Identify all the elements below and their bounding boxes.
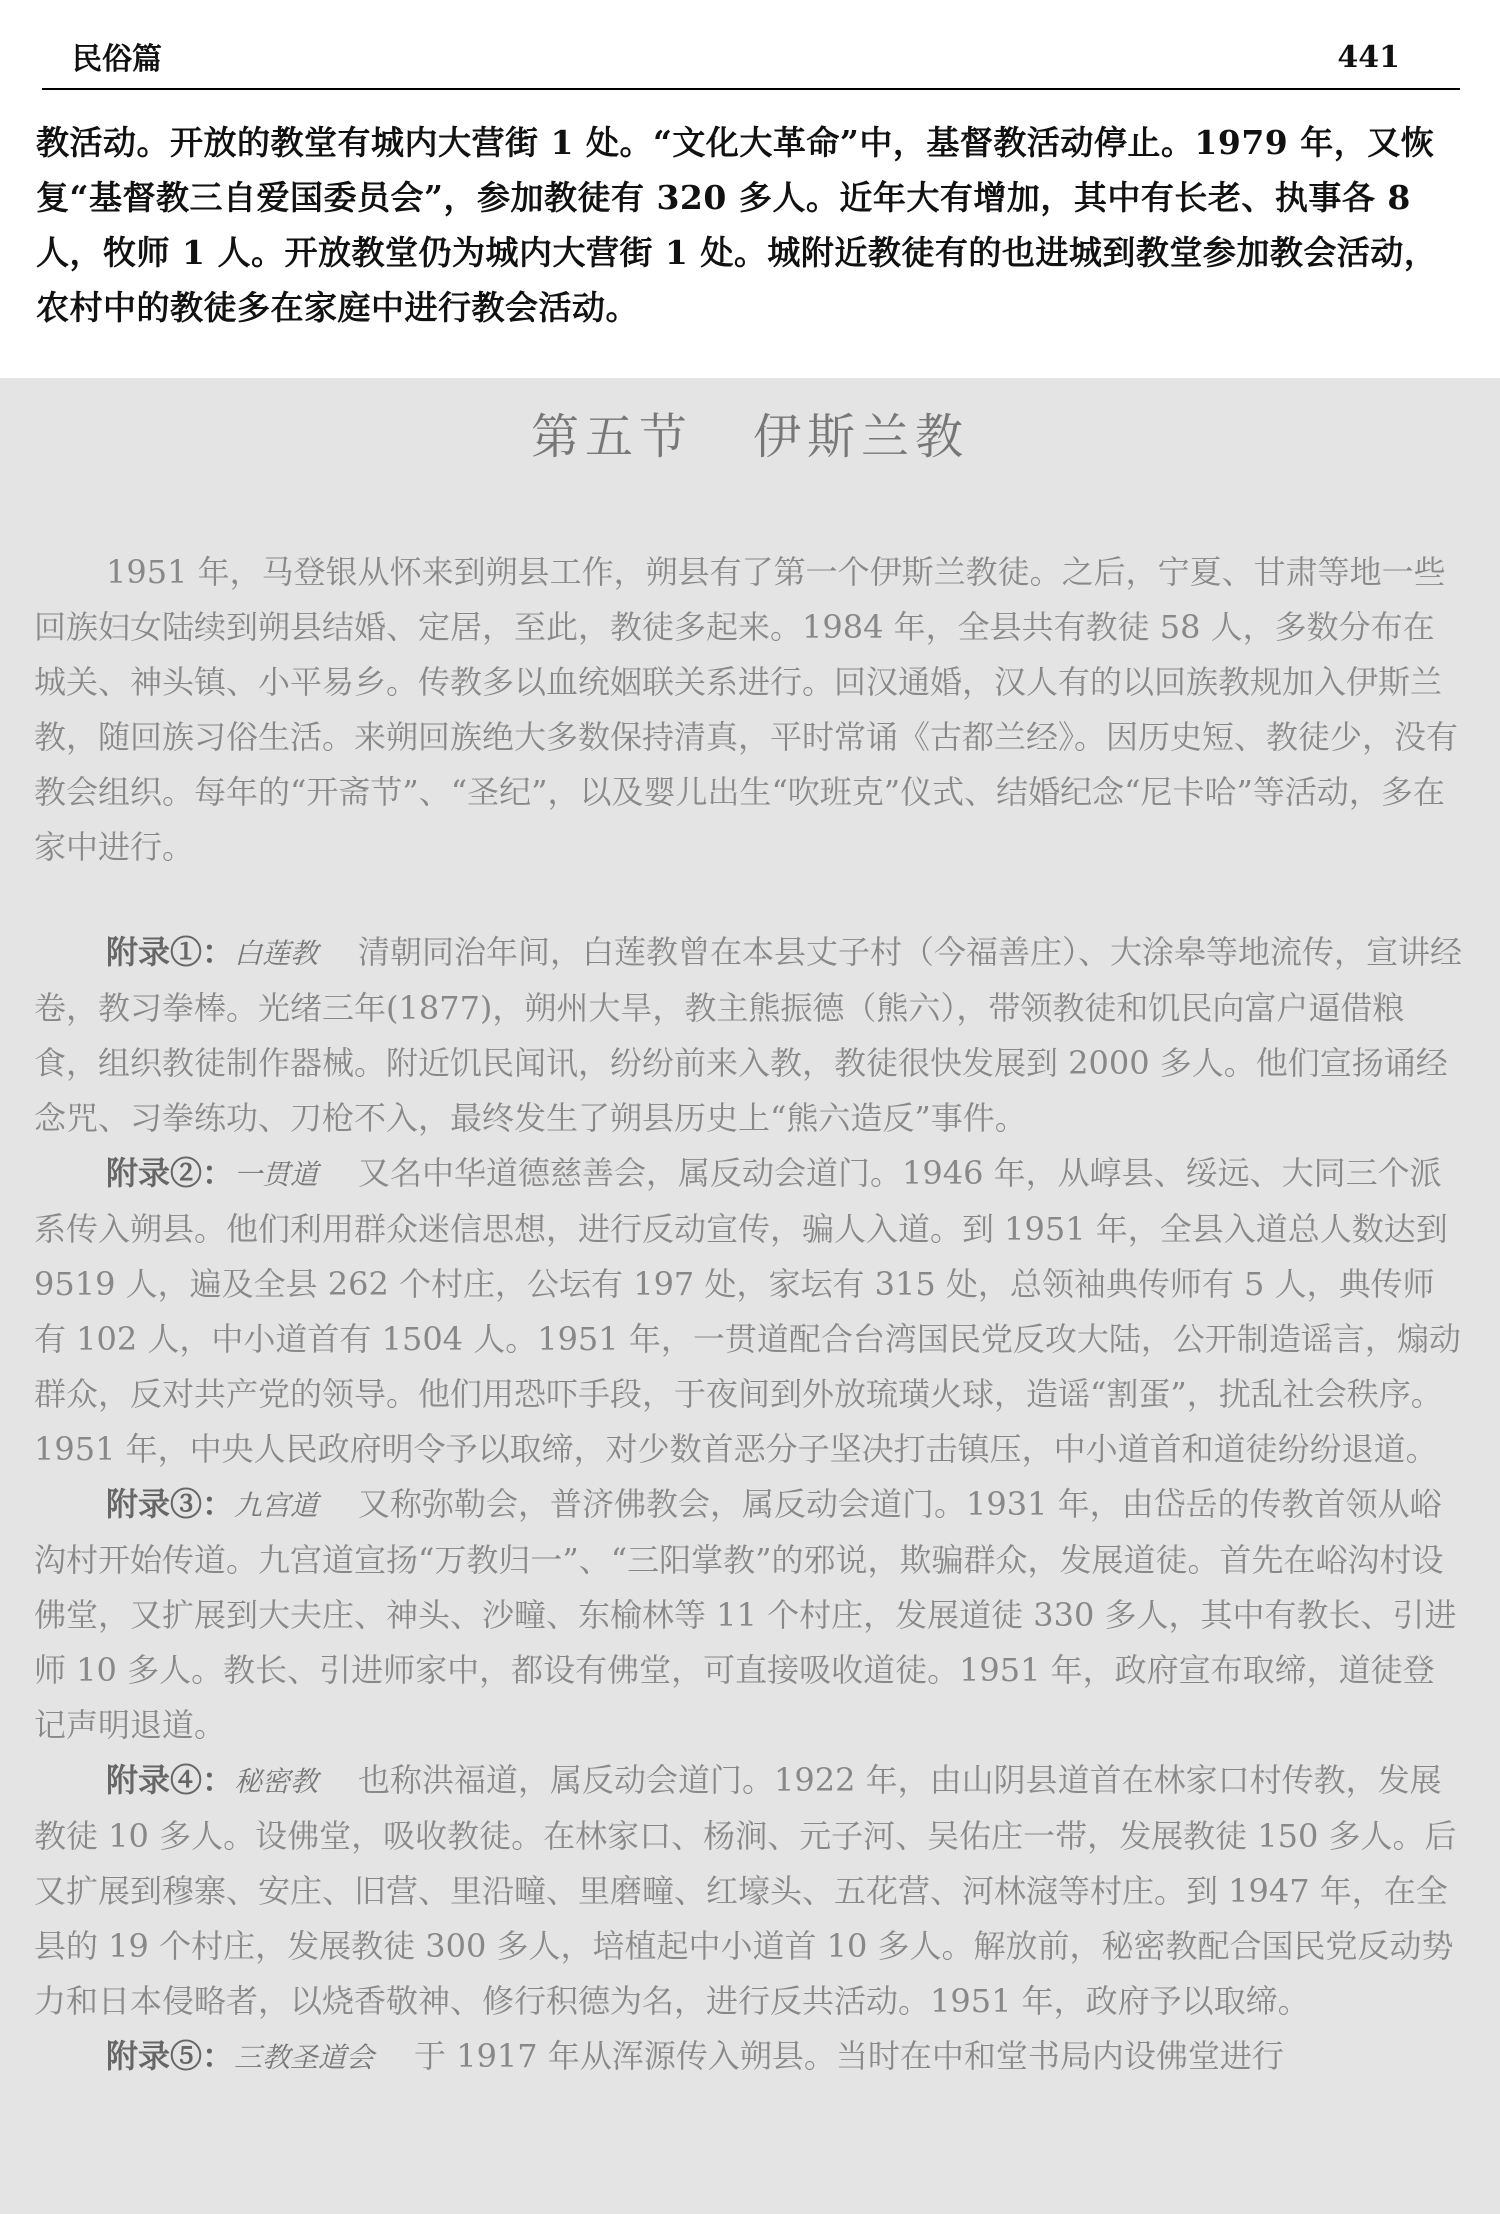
appendix-1	[34, 925, 1466, 1146]
running-head: 民俗篇	[72, 42, 162, 77]
appendix-name: 白莲教	[234, 937, 319, 970]
section-title	[0, 398, 1500, 467]
appendix-label: 附录④：	[106, 1761, 235, 1799]
appendix-name: 九宫道	[234, 1489, 319, 1522]
section-name: 伊斯兰教	[753, 409, 970, 465]
appendix-text: 又称弥勒会，普济佛教会，属反动会道门。1931 年，由岱岳的传教首领从峪沟村开始传道。九宫道宣扬“万教归一”、“三阳掌教”的邪说，欺骗群众，发展道徒。首先在峪沟村设佛堂，又扩展到大夫庄、神头、沙疃、东榆林等 11 个村庄，发展道徒 330 多人，其中有教长、引进师 10 多人。教长、引进师家中，都设有佛堂，可直接吸收道徒。1951 年，政府宣布取缔，道徒登记声明退道。	[34, 1485, 1457, 1744]
appendix-3	[34, 1477, 1466, 1753]
appendix-text: 也称洪福道，属反动会道门。1922 年，由山阴县道首在林家口村传教，发展教徒 10 多人。设佛堂，吸收教徒。在林家口、杨涧、元子河、吴佑庄一带，发展教徒 150 多人。后又扩展到穆寨、安庄、旧营、里沿疃、里磨疃、红壕头、五花营、河林滱等村庄。到 1947 年，在全县的 19 个村庄，发展教徒 300 多人，培植起中小道首 10 多人。解放前，秘密教配合国民党反动势力和日本侵略者，以烧香敬神、修行积德为名，进行反共活动。1951 年，政府予以取缔。	[34, 1761, 1457, 2020]
paragraph-text: 教活动。开放的教堂有城内大营街 1 处。“文化大革命”中，基督教活动停止。1979 年，又恢复“基督教三自爱国委员会”，参加教徒有 320 多人。近年大有增加，其中有长老、执事各 8 人，牧师 1 人。开放教堂仍为城内大营街 1 处。城附近教徒有的也进城到教堂参加教会活动，农村中的教徒多在家庭中进行教会活动。	[36, 123, 1438, 327]
section-number: 第五节	[530, 409, 693, 465]
page-header	[42, 28, 1460, 90]
appendix-label: 附录②：	[106, 1154, 235, 1192]
page-number: 441	[1337, 40, 1400, 75]
appendix-5	[34, 2029, 1466, 2085]
continued-paragraph	[36, 115, 1466, 335]
appendix-list	[34, 925, 1466, 2085]
appendix-label: 附录①：	[106, 933, 235, 971]
appendix-name: 一贯道	[234, 1158, 319, 1191]
appendix-label: 附录③：	[106, 1485, 235, 1523]
section-intro	[34, 545, 1466, 875]
appendix-4	[34, 1753, 1466, 2029]
appendix-text: 清朝同治年间，白莲教曾在本县丈子村（今福善庄）、大涂皋等地流传，宣讲经卷，教习拳棒。光绪三年(1877)，朔州大旱，教主熊振德（熊六），带领教徒和饥民向富户逼借粮食，组织教徒制作器械。附近饥民闻讯，纷纷前来入教，教徒很快发展到 2000 多人。他们宣扬诵经念咒、习拳练功、刀枪不入，最终发生了朔县历史上“熊六造反”事件。	[34, 933, 1463, 1137]
intro-paragraph: 1951 年，马登银从怀来到朔县工作，朔县有了第一个伊斯兰教徒。之后，宁夏、甘肃等地一些回族妇女陆续到朔县结婚、定居，至此，教徒多起来。1984 年，全县共有教徒 58 人，多数分布在城关、神头镇、小平易乡。传教多以血统姻联关系进行。回汉通婚，汉人有的以回族教规加入伊斯兰教，随回族习俗生活。来朔回族绝大多数保持清真，平时常诵《古都兰经》。因历史短、教徒少，没有教会组织。每年的“开斋节”、“圣纪”，以及婴儿出生“吹班克”仪式、结婚纪念“尼卡哈”等活动，多在家中进行。	[34, 553, 1459, 866]
appendix-name: 三教圣道会	[234, 2041, 375, 2074]
appendix-name: 秘密教	[234, 1765, 319, 1798]
appendix-text: 于 1917 年从浑源传入朔县。当时在中和堂书局内设佛堂进行	[414, 2037, 1284, 2075]
appendix-2	[34, 1146, 1466, 1477]
appendix-text: 又名中华道德慈善会，属反动会道门。1946 年，从崞县、绥远、大同三个派系传入朔县。他们利用群众迷信思想，进行反动宣传，骗人入道。到 1951 年，全县入道总人数达到 9519 人，遍及全县 262 个村庄，公坛有 197 处，家坛有 315 处，总领袖典传师有 5 人，典传师有 102 人，中小道首有 1504 人。1951 年，一贯道配合台湾国民党反攻大陆，公开制造谣言，煽动群众，反对共产党的领导。他们用恐吓手段，于夜间到外放琉璜火球，造谣“割蛋”，扰乱社会秩序。1951 年，中央人民政府明令予以取缔，对少数首恶分子坚决打击镇压，中小道首和道徒纷纷退道。	[34, 1154, 1461, 1468]
appendix-label: 附录⑤：	[106, 2037, 235, 2075]
